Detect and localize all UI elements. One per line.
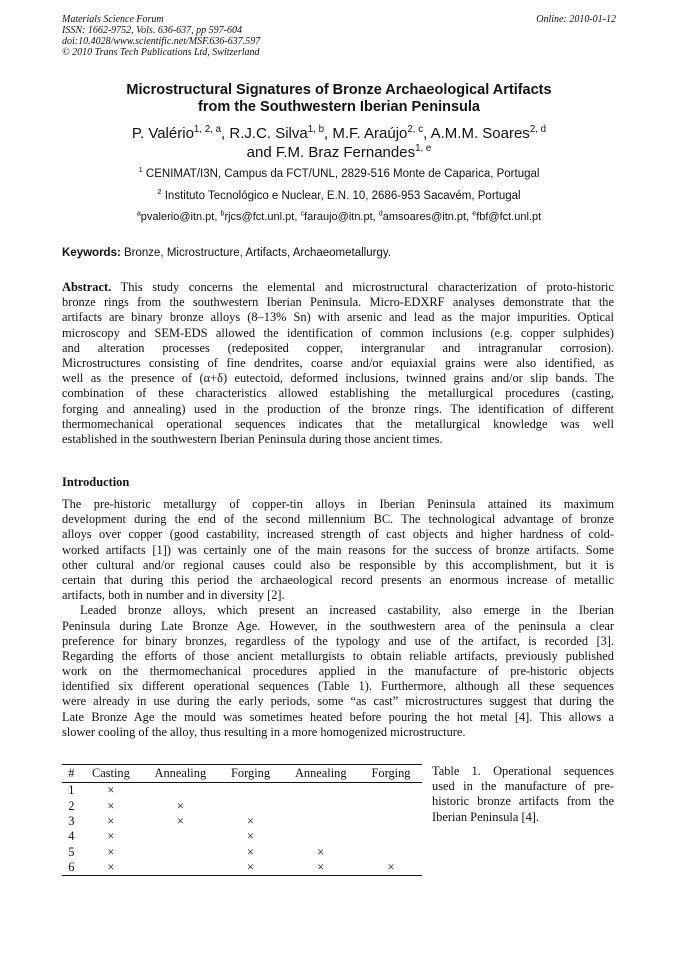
table-header-cell: Forging bbox=[360, 765, 422, 783]
intro-line: were already in use during the early periods, some “as cast” microstructures suggest that during the bbox=[62, 694, 614, 709]
caption-line: historic bronze artifacts from the bbox=[432, 794, 614, 809]
email-address[interactable]: faraujo@itn.pt bbox=[304, 211, 373, 223]
introduction-paragraph-1 bbox=[62, 497, 614, 740]
table-header-cell: Annealing bbox=[282, 765, 361, 783]
table-cell bbox=[141, 845, 220, 860]
author-name: and F.M. Braz Fernandes bbox=[246, 144, 416, 161]
affiliation-1 bbox=[0, 167, 678, 181]
table-cell: × bbox=[360, 860, 422, 876]
caption-line: Iberian Peninsula [4]. bbox=[432, 809, 540, 824]
author-affil: 1, 2, a bbox=[193, 124, 222, 135]
abstract-label: Abstract. bbox=[62, 280, 112, 294]
author-list bbox=[0, 124, 678, 162]
abstract-line: thermomechanical operational sequences indicates that the metallurgical knowledge was well bbox=[62, 416, 614, 431]
keywords-text: Bronze, Microstructure, Artifacts, Archaeometallurgy. bbox=[124, 247, 391, 259]
keywords-label: Keywords: bbox=[62, 247, 121, 259]
table-cell: 4 bbox=[68, 829, 75, 844]
table-cell: × bbox=[81, 860, 141, 876]
table-header-row bbox=[62, 765, 422, 783]
table-cell bbox=[220, 798, 282, 813]
table-cell bbox=[220, 783, 282, 799]
email-mark: a bbox=[136, 209, 141, 218]
intro-line: artifacts, both in number and in diversity [2]. bbox=[62, 588, 285, 603]
email-mark: b bbox=[220, 209, 225, 218]
affiliation-number: 1 bbox=[138, 165, 143, 175]
table-cell bbox=[360, 829, 422, 844]
table-cell bbox=[282, 814, 361, 829]
intro-line: slower cooling of the alloy, thus resulting in a more homogenized microstructure. bbox=[62, 724, 466, 739]
table-cell bbox=[141, 860, 220, 876]
table-cell: × bbox=[317, 844, 325, 859]
title-line-1: Microstructural Signatures of Bronze Archaeological Artifacts bbox=[126, 82, 552, 98]
table-caption bbox=[432, 764, 614, 825]
copyright-line: © 2010 Trans Tech Publications Ltd, Switzerland bbox=[62, 47, 260, 58]
table-row bbox=[62, 814, 422, 829]
author-name: A.M.M. Soares bbox=[430, 125, 530, 142]
table-cell bbox=[282, 798, 361, 813]
table-cell: 6 bbox=[62, 860, 81, 876]
table-cell bbox=[360, 814, 422, 829]
intro-line: other cultural and/or regional causes could also be responsible by this accomplishment, but it is bbox=[62, 557, 614, 572]
intro-line: Leaded bronze alloys, which present an increased castability, also emerge in the Iberian bbox=[80, 603, 614, 618]
abstract-line: microscopy and SEM-EDS allowed the identification of common inclusions (e.g. copper sulphides) bbox=[62, 325, 614, 340]
author-affil: 2, c bbox=[407, 124, 424, 135]
table-cell bbox=[360, 845, 422, 860]
affiliation-text: CENIMAT/I3N, Campus da FCT/UNL, 2829-516 Monte de Caparica, Portugal bbox=[145, 168, 540, 180]
table-header-cell: Forging bbox=[220, 765, 282, 783]
table-row bbox=[62, 845, 422, 860]
author-affil: 2, d bbox=[529, 124, 547, 135]
table-cell: × bbox=[107, 798, 115, 813]
abstract-line: combination of these characteristics allowed establishing the metallurgical procedures (casting, bbox=[62, 386, 614, 401]
abstract-line: artifacts are binary bronze alloys (8–13% Sn) with arsenic and lead as the major impurities. Optical bbox=[62, 310, 614, 325]
paper-title bbox=[0, 82, 678, 116]
online-date: Online: 2010-01-12 bbox=[536, 14, 616, 25]
email-mark: d bbox=[378, 209, 383, 218]
caption-line: used in the manufacture of pre- bbox=[432, 779, 614, 794]
table-cell bbox=[141, 829, 220, 844]
intro-line: identified six different operational sequences (Table 1). Furthermore, although all these sequences bbox=[62, 679, 614, 694]
journal-name: Materials Science Forum bbox=[62, 14, 164, 25]
author-line-1: P. Valério$^{1, 2, a}$, R.J.C. Silva$^{1, b}$, M.F. Araújo$^{2, c}$, A.M.M. Soares$^{2, d}$ bbox=[131, 124, 547, 142]
intro-line: development during the end of the second millennium BC. The technological advantage of bronze bbox=[62, 512, 614, 527]
table-cell bbox=[282, 783, 361, 799]
table-cell: × bbox=[247, 829, 255, 844]
abstract-line: bronze rings from the southwestern Iberian Peninsula. Micro-EDXRF analyses demonstrate that the bbox=[62, 295, 614, 310]
doi-line: doi:10.4028/www.scientific.net/MSF.636-637.597 bbox=[62, 36, 261, 47]
table-cell bbox=[282, 829, 361, 844]
affiliation-text: Instituto Tecnológico e Nuclear, E.N. 10, 2686-953 Sacavém, Portugal bbox=[164, 190, 521, 202]
table-header-cell: Annealing bbox=[141, 765, 220, 783]
table-cell: 3 bbox=[68, 813, 75, 828]
email-address[interactable]: rjcs@fct.unl.pt bbox=[224, 211, 295, 223]
author-line-2 bbox=[0, 143, 678, 162]
email-address[interactable]: amsoares@itn.pt bbox=[382, 211, 467, 223]
journal-header bbox=[62, 14, 260, 58]
table-cell: × bbox=[176, 813, 184, 828]
author-name: M.F. Araújo bbox=[332, 125, 408, 142]
email-list: $^a$pvalerio@itn.pt, $^b$rjcs@fct.unl.pt, $^c$faraujo@itn.pt, $^d$amsoares@itn.pt, $^e$fbf@fct.unl.pt bbox=[136, 209, 542, 223]
intro-line: Late Bronze Age the mould was sometimes heated before pouring the hot metal [4]. This allows a bbox=[62, 709, 614, 724]
table-cell: × bbox=[247, 844, 255, 859]
intro-line: worked artifacts [1]) was certainly one of the main reasons for the success of bronze artifacts. Some bbox=[62, 542, 614, 557]
author-affil: 1, b bbox=[307, 124, 324, 135]
table-row bbox=[62, 798, 422, 813]
email-address[interactable]: pvalerio@itn.pt bbox=[140, 211, 215, 223]
email-mark: e bbox=[472, 209, 477, 218]
table-cell: × bbox=[247, 813, 255, 828]
caption-line: Table 1. Operational sequences bbox=[432, 764, 614, 778]
abstract-line: Microstructures consisting of fine dendrites, coarse and/or equiaxial grains were also identified, as bbox=[62, 355, 614, 370]
table-header-cell: Casting bbox=[81, 765, 141, 783]
intro-line: alloys over copper (good castability, increased strength of cast objects and higher hardness of cold- bbox=[62, 527, 614, 542]
author-name: R.J.C. Silva bbox=[229, 125, 308, 142]
table-cell: 2 bbox=[68, 798, 75, 813]
email-mark: c bbox=[300, 209, 305, 218]
issn-line: ISSN: 1662-9752, Vols. 636-637, pp 597-604 bbox=[62, 25, 242, 36]
table-cell: 1 bbox=[68, 783, 75, 798]
abstract-line: Abstract. This study concerns the elemental and microstructural characterization of proto-historic bbox=[62, 280, 614, 294]
author-affil: 1, e bbox=[415, 143, 432, 154]
intro-line: work on the thermomechanical procedures applied in the manufacture of pre-historic objects bbox=[62, 664, 614, 679]
table-cell: 5 bbox=[68, 844, 75, 859]
intro-line: The pre-historic metallurgy of copper-tin alloys in Iberian Peninsula attained its maximum bbox=[62, 497, 614, 511]
table-cell bbox=[360, 783, 422, 799]
abstract-line: forging and annealing) used in the production of the bronze rings. The identification of different bbox=[62, 401, 614, 416]
abstract-line: established in the southwestern Iberian Peninsula during those ancient times. bbox=[62, 431, 443, 446]
email-address[interactable]: fbf@fct.unl.pt bbox=[476, 211, 542, 223]
abstract-line: well as the presence of (α+δ) eutectoid, deformed inclusions, twinned grains and/or slip bands. The bbox=[62, 371, 614, 386]
title-line-2: from the Southwestern Iberian Peninsula bbox=[198, 99, 480, 115]
table-cell: × bbox=[107, 783, 115, 798]
table-cell: × bbox=[176, 798, 184, 813]
intro-line: certain that during this period the archaeological record presents an enormous increase of metallic bbox=[62, 572, 614, 587]
abstract bbox=[62, 280, 614, 447]
table-row bbox=[62, 860, 422, 876]
operational-sequences-table bbox=[62, 764, 422, 876]
abstract-line: and alteration processes (redeposited copper, intergranular and intragranular corrosion). bbox=[62, 340, 614, 355]
table-row bbox=[62, 783, 422, 799]
table-cell: × bbox=[282, 860, 361, 876]
table-cell: × bbox=[107, 844, 115, 859]
table-cell bbox=[141, 783, 220, 799]
table-header-cell: # bbox=[62, 765, 81, 783]
intro-line: preference for binary bronzes, regardless of the typology and use of the artifact, is recorded [3]. bbox=[62, 633, 614, 648]
intro-line: Peninsula during Late Bronze Age. However, in the southwestern area of the peninsula a clear bbox=[62, 618, 614, 633]
affiliation-number: 2 bbox=[157, 187, 162, 197]
author-name: P. Valério bbox=[131, 125, 194, 142]
table-cell bbox=[360, 798, 422, 813]
section-heading-introduction: Introduction bbox=[62, 475, 130, 489]
table-cell: × bbox=[107, 813, 115, 828]
keywords bbox=[62, 247, 391, 259]
affiliation-2 bbox=[0, 189, 678, 203]
table-cell: × bbox=[107, 829, 115, 844]
table-row bbox=[62, 829, 422, 844]
table-cell: × bbox=[220, 860, 282, 876]
intro-line: Regarding the efforts of those ancient metallurgists to obtain reliable artifacts, previously published bbox=[62, 648, 614, 663]
